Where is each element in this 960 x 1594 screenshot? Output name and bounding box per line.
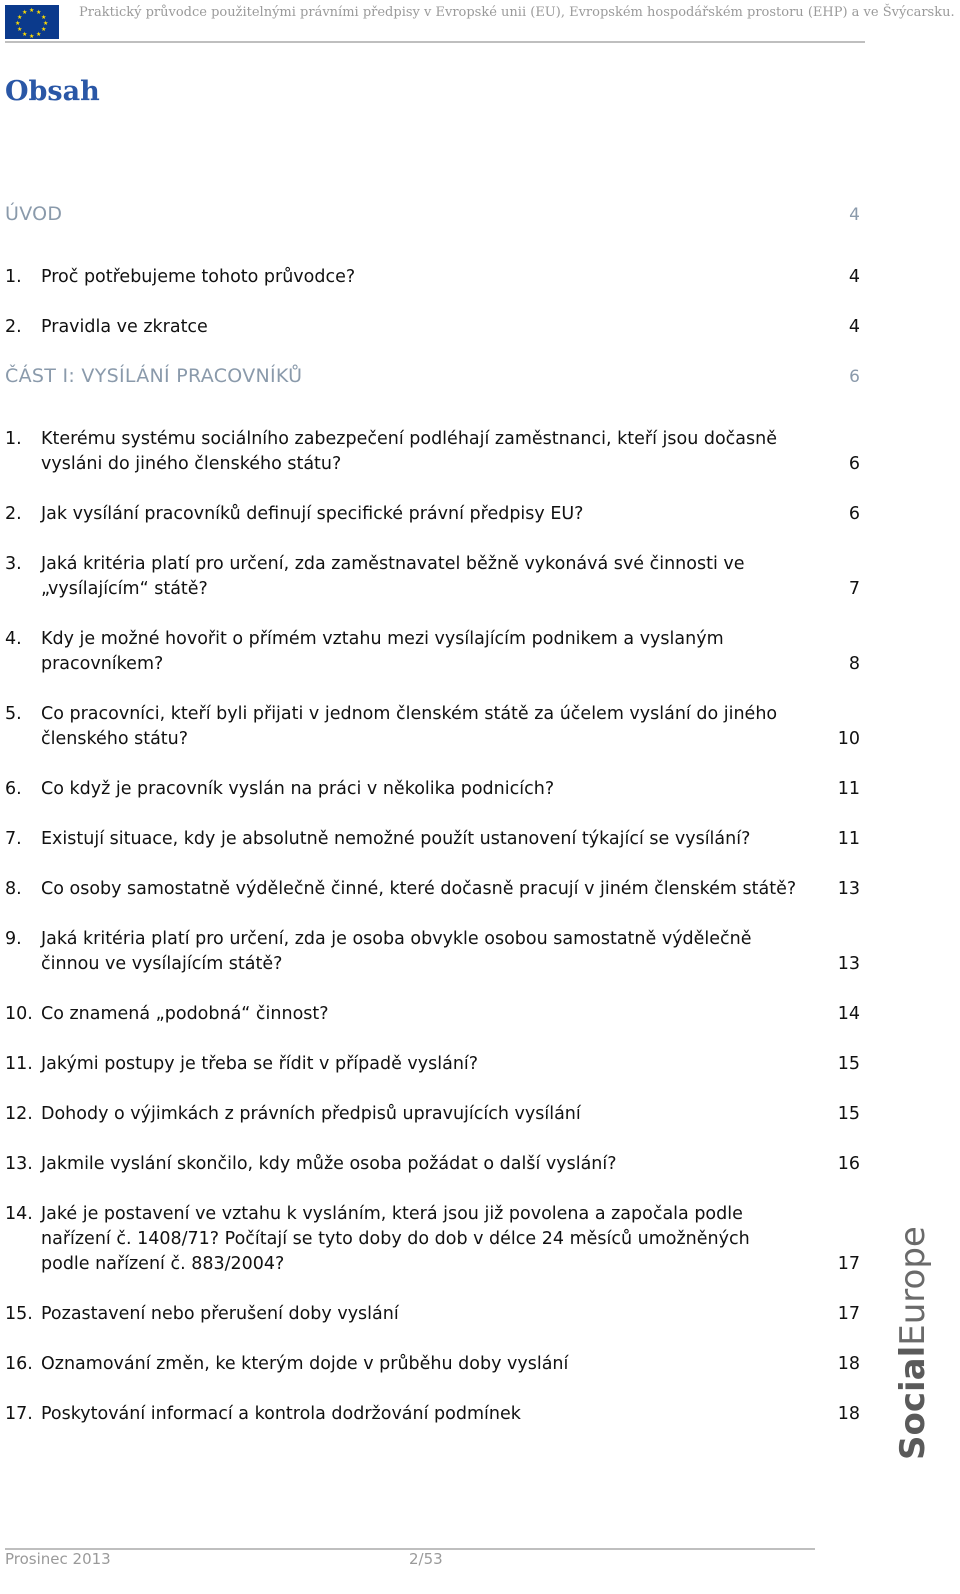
toc-section-label: ÚVOD <box>5 203 63 225</box>
toc-entry[interactable] <box>5 1002 860 1027</box>
footer-page-number: 2/53 <box>409 1550 443 1568</box>
toc-entry-number: 2. <box>5 317 22 337</box>
toc-entry[interactable] <box>5 1352 860 1377</box>
page-footer <box>5 1548 815 1580</box>
toc-part1-list <box>5 427 860 1427</box>
toc-entry-page: 6 <box>848 504 860 524</box>
toc-entry[interactable] <box>5 1402 860 1427</box>
toc-entry-page: 15 <box>837 1104 860 1124</box>
toc-entry-number: 10. <box>5 1004 33 1024</box>
toc-entry-page: 7 <box>848 579 860 599</box>
toc-entry[interactable] <box>5 1152 860 1177</box>
header-title: Praktický průvodce použitelnými právními předpisy v Evropské unii (EU), Evropském hospodářském prostoru (EHP) a ve Švýcarsku. <box>79 5 955 20</box>
toc-entry-number: 9. <box>5 929 22 949</box>
toc-entry-text: Jaká kritéria platí pro určení, zda zaměstnavatel běžně vykonává své činnosti ve „vysílajícím“ státě? <box>41 554 745 599</box>
toc-entry[interactable] <box>5 502 860 527</box>
toc-section-label: ČÁST I: VYSÍLÁNÍ PRACOVNÍKŮ <box>5 365 303 387</box>
toc-entry-number: 8. <box>5 879 22 899</box>
toc-section-intro[interactable] <box>5 203 860 263</box>
toc-entry-number: 2. <box>5 504 22 524</box>
toc-entry[interactable] <box>5 552 860 602</box>
toc-entry[interactable] <box>5 827 860 852</box>
toc-entry-text: Jaké je postavení ve vztahu k vysláním, která jsou již povolena a započala podle nařízení č. 1408/71? Počítají se tyto doby do dob v délce 24 měsíců umožněných podle nařízení č. 883/2004? <box>41 1204 750 1274</box>
toc-entry-text: Co pracovníci, kteří byli přijati v jednom členském státě za účelem vyslání do jiného členského státu? <box>41 704 778 749</box>
toc-entry-text: Co když je pracovník vyslán na práci v několika podnicích? <box>41 779 555 799</box>
toc-entry-text: Jak vysílání pracovníků definují specifické právní předpisy EU? <box>41 504 584 524</box>
toc-entry-text: Kterému systému sociálního zabezpečení podléhají zaměstnanci, kteří jsou dočasně vysláni do jiného členského státu? <box>41 429 777 474</box>
toc-entry-number: 5. <box>5 704 22 724</box>
toc-entry-text: Jaká kritéria platí pro určení, zda je osoba obvykle osobou samostatně výdělečně činnou ve vysílajícím státě? <box>41 929 752 974</box>
toc-entry-page: 4 <box>848 317 860 337</box>
toc-entry-text: Oznamování změn, ke kterým dojde v průběhu doby vyslání <box>41 1354 569 1374</box>
toc-entry-text: Poskytování informací a kontrola dodržování podmínek <box>41 1404 521 1424</box>
toc-entry-number: 15. <box>5 1304 33 1324</box>
toc-entry-number: 17. <box>5 1404 33 1424</box>
toc-entry-page: 11 <box>837 829 860 849</box>
toc-entry-page: 6 <box>848 454 860 474</box>
toc-section-part1[interactable] <box>5 365 860 425</box>
toc-entry-page: 8 <box>848 654 860 674</box>
toc-entry-text: Proč potřebujeme tohoto průvodce? <box>41 267 356 287</box>
toc-entry-page: 17 <box>837 1304 860 1324</box>
toc-entry[interactable] <box>5 265 860 290</box>
toc-entry-page: 10 <box>837 729 860 749</box>
toc-entry-page: 17 <box>837 1254 860 1274</box>
toc-entry[interactable] <box>5 427 860 477</box>
toc-entry-number: 4. <box>5 629 22 649</box>
toc-entry-number: 1. <box>5 429 22 449</box>
toc-entry-text: Co znamená „podobná“ činnost? <box>41 1004 329 1024</box>
toc-entry[interactable] <box>5 1202 860 1277</box>
toc-entry[interactable] <box>5 315 860 340</box>
toc-entry[interactable] <box>5 627 860 677</box>
toc-entry-text: Pravidla ve zkratce <box>41 317 208 337</box>
toc-entry-number: 13. <box>5 1154 33 1174</box>
toc-entry-text: Jakými postupy je třeba se řídit v případě vyslání? <box>41 1054 479 1074</box>
toc-entry-page: 15 <box>837 1054 860 1074</box>
toc-entry-number: 3. <box>5 554 22 574</box>
document-title: Obsah <box>5 76 100 107</box>
table-of-contents <box>5 203 860 1452</box>
toc-section-page: 6 <box>849 367 860 387</box>
toc-entry[interactable] <box>5 702 860 752</box>
toc-entry[interactable] <box>5 1102 860 1127</box>
toc-intro-list <box>5 265 860 340</box>
brand-europe: Europe <box>893 1226 933 1346</box>
toc-entry-page: 13 <box>837 879 860 899</box>
toc-entry-number: 7. <box>5 829 22 849</box>
toc-entry[interactable] <box>5 1052 860 1077</box>
toc-entry-number: 12. <box>5 1104 33 1124</box>
toc-section-page: 4 <box>849 205 860 225</box>
toc-entry-text: Dohody o výjimkách z právních předpisů upravujících vysílání <box>41 1104 581 1124</box>
footer-date: Prosinec 2013 <box>5 1550 111 1568</box>
toc-entry[interactable] <box>5 927 860 977</box>
toc-entry-page: 18 <box>837 1404 860 1424</box>
brand-social: Social <box>893 1345 933 1460</box>
social-europe-logo <box>893 1226 933 1460</box>
toc-entry-page: 4 <box>848 267 860 287</box>
page-header <box>5 5 955 43</box>
toc-entry-number: 6. <box>5 779 22 799</box>
toc-entry-number: 11. <box>5 1054 33 1074</box>
toc-entry-page: 16 <box>837 1154 860 1174</box>
toc-entry-text: Existují situace, kdy je absolutně nemožné použít ustanovení týkající se vysílání? <box>41 829 751 849</box>
toc-entry-number: 1. <box>5 267 22 287</box>
toc-entry-number: 14. <box>5 1204 33 1224</box>
eu-flag-icon: ★ ★ ★ ★ ★ ★ ★ ★ ★ ★ ★ ★ <box>5 5 59 39</box>
toc-entry[interactable] <box>5 877 860 902</box>
toc-entry-page: 18 <box>837 1354 860 1374</box>
toc-entry-page: 14 <box>837 1004 860 1024</box>
toc-entry-text: Co osoby samostatně výdělečně činné, které dočasně pracují v jiném členském státě? <box>41 879 797 899</box>
toc-entry-number: 16. <box>5 1354 33 1374</box>
toc-entry-page: 13 <box>837 954 860 974</box>
toc-entry[interactable] <box>5 777 860 802</box>
toc-entry[interactable] <box>5 1302 860 1327</box>
toc-entry-page: 11 <box>837 779 860 799</box>
toc-entry-text: Kdy je možné hovořit o přímém vztahu mezi vysílajícím podnikem a vyslaným pracovníkem? <box>41 629 724 674</box>
toc-entry-text: Jakmile vyslání skončilo, kdy může osoba požádat o další vyslání? <box>41 1154 617 1174</box>
toc-entry-text: Pozastavení nebo přerušení doby vyslání <box>41 1304 399 1324</box>
